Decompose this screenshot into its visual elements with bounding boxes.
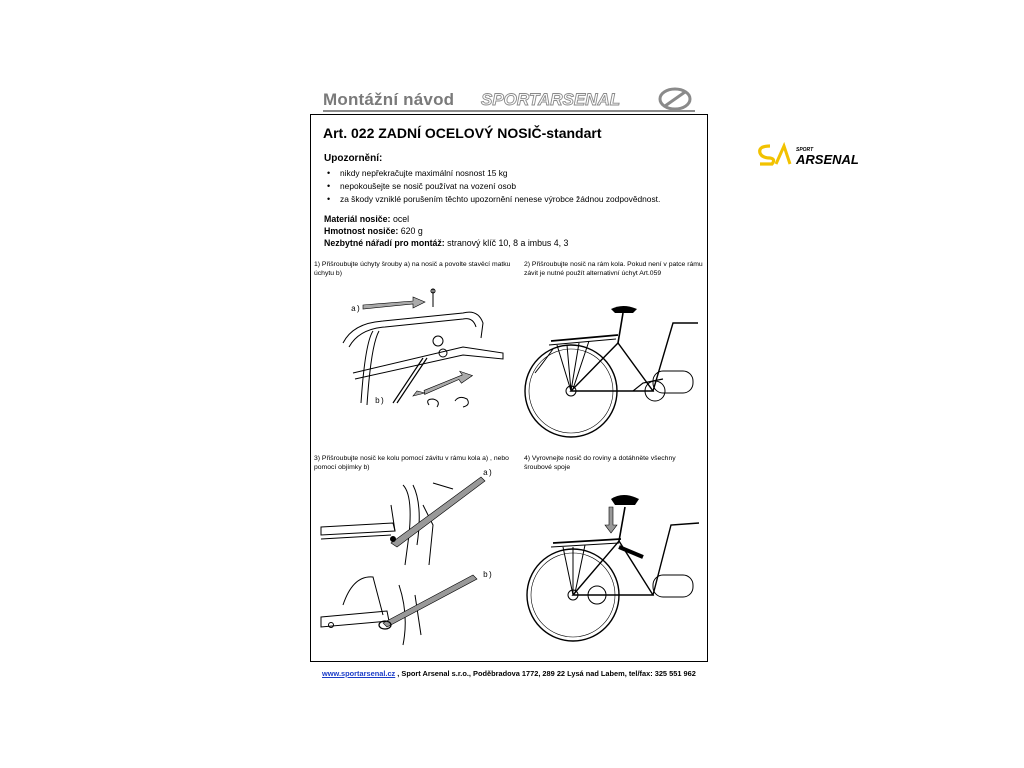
footer bbox=[322, 669, 696, 678]
step-4-illustration bbox=[523, 477, 707, 647]
side-logo-word: ARSENAL bbox=[796, 152, 859, 167]
step-3-caption: 3) Přišroubujte nosič ke kolu pomocí závitu v rámu kola a) , nebo pomocí objímky b) bbox=[314, 455, 509, 471]
label-a: a) bbox=[483, 469, 493, 478]
footer-company: , Sport Arsenal s.r.o., Poděbradova 1772, 289 22 Lysá nad Labem, tel/fax: 325 551 962 bbox=[395, 669, 696, 678]
label-b: b) bbox=[483, 571, 493, 580]
list-item: • nepokoušejte se nosič používat na vození osob bbox=[324, 180, 660, 193]
page-title: Montážní návod bbox=[323, 90, 455, 109]
website-link[interactable]: www.sportarsenal.cz bbox=[322, 669, 396, 678]
spec-value: 620 g bbox=[398, 226, 423, 236]
specs-block bbox=[324, 213, 568, 249]
spec-value: stranový klíč 10, 8 a imbus 4, 3 bbox=[444, 238, 569, 248]
instruction-sheet bbox=[310, 114, 708, 662]
step-2-caption: 2) Přišroubujte nosič na rám kola. Pokud není v patce rámu závit je nutné použít alternativní úchyt Art.059 bbox=[524, 261, 703, 277]
sport-arsenal-side-logo bbox=[756, 140, 886, 170]
spec-label: Materiál nosiče: bbox=[324, 214, 391, 224]
step-2-illustration bbox=[523, 283, 707, 447]
sportarsenal-logo bbox=[479, 86, 694, 112]
side-logo-small: SPORT bbox=[796, 147, 814, 153]
header-divider bbox=[323, 110, 695, 112]
spec-value: ocel bbox=[390, 214, 410, 224]
spec-label: Hmotnost nosiče: bbox=[324, 226, 399, 236]
brand-wordmark: SPORTARSENAL bbox=[481, 90, 621, 109]
spec-label: Nezbytné nářadí pro montáž: bbox=[324, 238, 445, 248]
step-1-caption: 1) Přišroubujte úchyty šrouby a) na nosič a povolte stavěcí matku úchytu b) bbox=[314, 261, 511, 277]
step-4-caption: 4) Vyrovnejte nosič do roviny a dotáhněte všechny šroubové spoje bbox=[524, 455, 676, 471]
label-b: b) bbox=[375, 397, 385, 406]
list-item: • za škody vzniklé porušením těchto upozornění nenese výrobce žádnou zodpovědnost. bbox=[324, 193, 660, 206]
step-1-illustration bbox=[313, 283, 513, 423]
product-title: Art. 022 ZADNÍ OCELOVÝ NOSIČ-standart bbox=[323, 125, 602, 141]
step-3-illustration bbox=[313, 465, 513, 661]
label-a: a) bbox=[351, 305, 361, 314]
warning-list bbox=[324, 167, 660, 206]
warning-heading: Upozornění: bbox=[324, 153, 383, 164]
list-item: • nikdy nepřekračujte maximální nosnost 15 kg bbox=[324, 167, 660, 180]
